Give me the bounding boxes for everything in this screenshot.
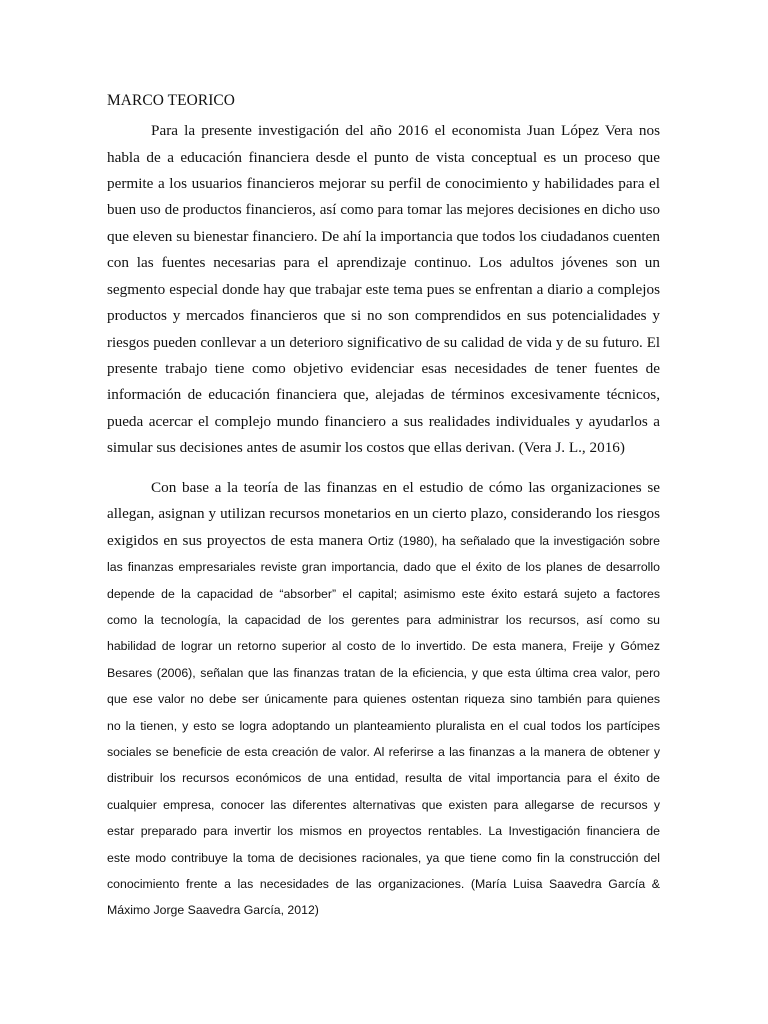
- paragraph-2-sans-run: Ortiz (1980), ha señalado que la investigación sobre: [368, 534, 660, 548]
- paragraph-2-line: las finanzas empresariales reviste gran importancia, dado que el éxito de los planes de desarrollo: [107, 560, 660, 574]
- paragraph-2-line: Máximo Jorge Saavedra García, 2012): [107, 903, 319, 917]
- paragraph-1-line: que eleven su bienestar financiero. De ahí la importancia que todos los ciudadanos cuenten: [107, 228, 660, 245]
- paragraph-2-line-mixed: [107, 531, 660, 551]
- paragraph-1-line: presente trabajo tiene como objetivo evidenciar esas necesidades de tener fuentes de: [107, 360, 660, 377]
- paragraph-2-line: que ese valor no debe ser únicamente para quienes ostentan riqueza sino también para quienes: [107, 692, 660, 706]
- paragraph-2-line: Besares (2006), señalan que las finanzas tratan de la eficiencia, y que esta última crea valor, pero: [107, 666, 660, 680]
- paragraph-1-line: segmento especial donde hay que trabajar este tema pues se enfrentan a diario a complejos: [107, 281, 660, 298]
- paragraph-1-line: Para la presente investigación del año 2016 el economista Juan López Vera nos: [151, 122, 660, 139]
- paragraph-2-line: depende de la capacidad de “absorber” el capital; asimismo este éxito estará sujeto a factores: [107, 587, 660, 601]
- paragraph-2-line: no la tienen, y esto se logra adoptando un planteamiento pluralista en el cual todos los partícipes: [107, 719, 660, 733]
- paragraph-2-line: habilidad de lograr un retorno superior al costo de lo invertido. De esta manera, Freije y Gómez: [107, 639, 660, 653]
- paragraph-2-line: este modo contribuye la toma de decisiones racionales, ya que tiene como fin la construcción del: [107, 851, 660, 865]
- paragraph-1-line: información de educación financiera que, alejadas de términos excesivamente técnicos,: [107, 386, 660, 403]
- paragraph-2-line: sociales se beneficie de esta creación de valor. Al referirse a las finanzas a la manera de obtener y: [107, 745, 660, 759]
- paragraph-1-line: productos y mercados financieros que si no son comprendidos en sus potencialidades y: [107, 307, 660, 324]
- paragraph-2-line: cualquier empresa, conocer las diferentes alternativas que existen para allegarse de recursos y: [107, 798, 660, 812]
- paragraph-1-line: simular sus decisiones antes de asumir los costos que ellas derivan. (Vera J. L., 2016): [107, 439, 625, 456]
- paragraph-1-line: habla de a educación financiera desde el punto de vista conceptual es un proceso que: [107, 149, 660, 166]
- paragraph-2-line: conocimiento frente a las necesidades de las organizaciones. (María Luisa Saavedra García &: [107, 877, 660, 891]
- paragraph-1-line: riesgos pueden conllevar a un deterioro significativo de su calidad de vida y de su futuro. El: [107, 335, 660, 351]
- section-heading: MARCO TEORICO: [107, 92, 236, 109]
- paragraph-2-line: estar preparado para invertir los mismos en proyectos rentables. La Investigación financiera de: [107, 824, 660, 838]
- paragraph-2-serif-run: exigidos en sus proyectos de esta manera: [107, 532, 369, 549]
- paragraph-1-line: pueda acercar el complejo mundo financiero a sus realidades individuales y ayudarlos a: [107, 413, 660, 430]
- paragraph-1-line: permite a los usuarios financieros mejorar su perfil de conocimiento y habilidades para el: [107, 175, 660, 192]
- paragraph-1-line: buen uso de productos financieros, así como para tomar las mejores decisiones en dicho uso: [107, 202, 660, 218]
- paragraph-2-line: distribuir los recursos económicos de una entidad, resulta de vital importancia para el éxito de: [107, 771, 660, 785]
- paragraph-2-line: allegan, asignan y utilizan recursos monetarios en un cierto plazo, considerando los riesgos: [107, 506, 660, 522]
- paragraph-2-line: Con base a la teoría de las finanzas en el estudio de cómo las organizaciones se: [151, 479, 660, 496]
- paragraph-1-line: con las fuentes necesarias para el aprendizaje continuo. Los adultos jóvenes son un: [107, 254, 660, 271]
- paragraph-2-line: como la tecnología, la capacidad de los gerentes para administrar los recursos, así como su: [107, 613, 660, 627]
